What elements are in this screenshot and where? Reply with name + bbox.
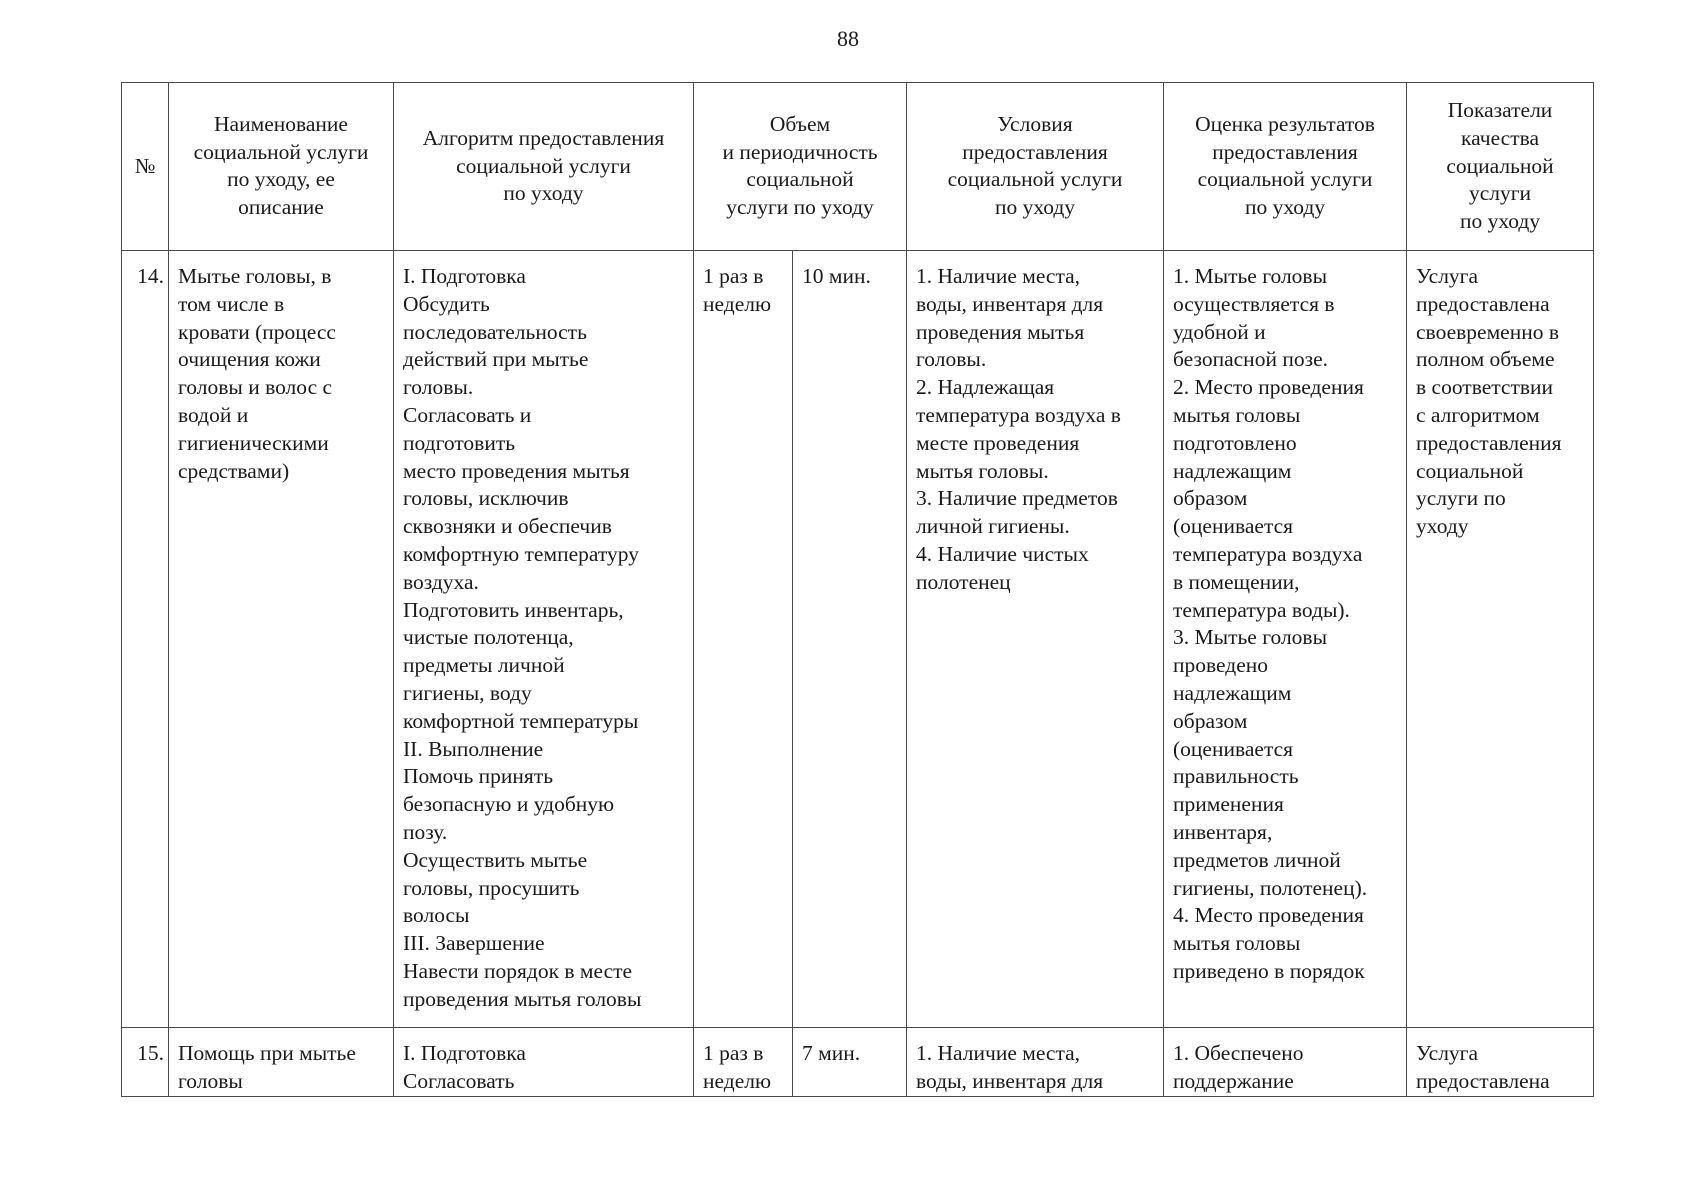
text-line: приведено в порядок [1173, 958, 1365, 983]
text-line: социальной [1446, 153, 1554, 178]
text-line: образом [1173, 708, 1248, 733]
text-line: удобной и [1173, 319, 1266, 344]
text-line: мытья головы [1173, 931, 1301, 956]
text-line: головы, просушить [403, 875, 580, 900]
page-number: 88 [837, 26, 859, 51]
text-line: Услуга [1416, 1040, 1479, 1065]
text-line: месте проведения [916, 430, 1080, 455]
text-line: по уходу [1244, 195, 1326, 220]
text-line: предоставления [1212, 139, 1358, 164]
text-line: услуги [1468, 181, 1532, 206]
text-line: применения [1173, 792, 1284, 817]
header-evaluation [1164, 83, 1407, 251]
header-volume [694, 83, 907, 251]
text-line: 4. Наличие чистых [916, 541, 1089, 566]
text-line: 3. Наличие предметов [916, 486, 1118, 511]
text-line: гигиеническими [178, 430, 329, 455]
text-line: Оценка результатов [1195, 111, 1375, 136]
text-line: головы, исключив [403, 486, 569, 511]
text-line: полотенец [916, 569, 1011, 594]
service-evaluation [1164, 1027, 1407, 1096]
text-line: Показатели [1447, 98, 1553, 122]
text-line: поддержание [1173, 1068, 1294, 1093]
text-line: Наименование [214, 111, 348, 136]
text-line: предметов личной [1173, 847, 1341, 872]
service-quality [1407, 1027, 1594, 1096]
text-line: 2. Надлежащая [916, 375, 1055, 400]
service-frequency [694, 1027, 793, 1096]
text-line: проведения мытья головы [403, 986, 642, 1011]
service-algorithm [394, 250, 694, 1027]
text-line: позу. [403, 819, 448, 844]
text-line: по уходу, ее [227, 167, 335, 192]
text-line: социальной услуги [947, 167, 1123, 192]
text-line: воздуха. [403, 569, 479, 594]
header-num: № [122, 83, 169, 251]
text-line: 1 раз в [703, 1040, 764, 1065]
text-line: средствами) [178, 458, 290, 483]
text-line: место проведения мытья [403, 458, 630, 483]
text-line: осуществляется в [1173, 291, 1335, 316]
text-line: Согласовать и [403, 402, 532, 427]
text-line: I. Подготовка [403, 263, 526, 288]
text-line: услуги по уходу [726, 195, 874, 220]
service-name [169, 250, 394, 1027]
text-line: комфортную температуру [403, 541, 639, 566]
text-line: последовательность [403, 319, 587, 344]
text-line: 10 мин. [802, 263, 871, 288]
text-line: температура воздуха в [916, 402, 1121, 427]
text-line: социальной услуги [1197, 167, 1373, 192]
text-line: III. Завершение [403, 931, 545, 956]
service-conditions [907, 250, 1164, 1027]
text-line: 1. Наличие места, [916, 263, 1081, 288]
header-name [169, 83, 394, 251]
text-line: Услуга [1416, 263, 1479, 288]
text-line: предоставлена [1416, 291, 1550, 316]
service-evaluation [1164, 250, 1407, 1027]
care-services-table [121, 82, 1594, 1097]
text-line: 7 мин. [802, 1040, 861, 1065]
text-line: температура воды). [1173, 597, 1350, 622]
text-line: температура воздуха [1173, 541, 1363, 566]
text-line: подготовлено [1173, 430, 1297, 455]
text-line: в помещении, [1173, 569, 1300, 594]
header-quality [1407, 83, 1594, 251]
text-line: I. Подготовка [403, 1040, 526, 1065]
header-conditions [907, 83, 1164, 251]
text-line: полном объеме [1416, 347, 1555, 372]
text-line: по уходу [503, 181, 584, 206]
text-line: Обсудить [403, 291, 490, 316]
service-duration [793, 1027, 907, 1096]
text-line: предоставления [962, 139, 1108, 164]
text-line: проведено [1173, 653, 1269, 678]
text-line: кровати (процесс [178, 319, 336, 344]
text-line: безопасной позе. [1173, 347, 1328, 372]
text-line: надлежащим [1173, 458, 1292, 483]
text-line: мытья головы [1173, 402, 1301, 427]
text-line: очищения кожи [178, 347, 321, 372]
text-line: Алгоритм предоставления [422, 125, 665, 150]
text-line: услуги по [1416, 486, 1506, 511]
text-line: правильность [1173, 764, 1299, 789]
text-line: предметы личной [403, 653, 565, 678]
text-line: II. Выполнение [403, 736, 544, 761]
text-line: в соответствии [1416, 375, 1554, 400]
text-line: том числе в [178, 291, 285, 316]
text-line: по уходу [994, 195, 1076, 220]
text-line: неделю [703, 291, 772, 316]
text-line: 3. Мытье головы [1173, 625, 1328, 650]
service-algorithm [394, 1027, 694, 1096]
text-line: инвентаря, [1173, 819, 1273, 844]
text-line: комфортной температуры [403, 708, 639, 733]
text-line: качества [1460, 125, 1540, 150]
text-line: Мытье головы, в [178, 263, 332, 288]
text-line: воды, инвентаря для [916, 291, 1104, 316]
text-line: головы и волос с [178, 375, 333, 400]
text-line: мытья головы. [916, 458, 1049, 483]
text-line: социальной услуги [193, 139, 369, 164]
text-line: 4. Место проведения [1173, 903, 1364, 928]
text-line: уходу [1416, 514, 1469, 539]
text-line: безопасную и удобную [403, 792, 615, 817]
text-line: 1. Мытье головы [1173, 263, 1328, 288]
row-number: 14. [122, 250, 169, 1027]
text-line: чистые полотенца, [403, 625, 574, 650]
service-duration [793, 250, 907, 1027]
text-line: 1 раз в [703, 263, 764, 288]
text-line: Осуществить мытье [403, 847, 588, 872]
text-line: Помочь принять [403, 764, 554, 789]
header-row [122, 83, 1594, 251]
text-line: Помощь при мытье [178, 1040, 356, 1065]
text-line: Навести порядок в месте [403, 958, 633, 983]
text-line: предоставления [1416, 430, 1562, 455]
text-line: действий при мытье [403, 347, 589, 372]
text-line: 1. Наличие места, [916, 1040, 1081, 1065]
text-line: Подготовить инвентарь, [403, 597, 624, 622]
text-line: надлежащим [1173, 680, 1292, 705]
text-line: неделю [703, 1068, 772, 1093]
text-line: Согласовать [403, 1068, 515, 1093]
text-line: социальной [746, 167, 854, 192]
row-number: 15. [122, 1027, 169, 1096]
text-line: 2. Место проведения [1173, 375, 1364, 400]
text-line: по уходу [1459, 209, 1541, 234]
text-line: Условия [997, 111, 1073, 136]
text-line: гигиены, полотенец). [1173, 875, 1368, 900]
text-line: с алгоритмом [1416, 402, 1540, 427]
service-name [169, 1027, 394, 1096]
text-line: социальной [1416, 458, 1524, 483]
service-frequency [694, 250, 793, 1027]
text-line: гигиены, воду [403, 680, 532, 705]
service-quality [1407, 250, 1594, 1027]
text-line: головы [178, 1068, 243, 1093]
text-line: (оценивается [1173, 514, 1294, 539]
text-line: головы. [916, 347, 987, 372]
text-line: предоставлена [1416, 1068, 1550, 1093]
text-line: личной гигиены. [916, 514, 1070, 539]
text-line: и периодичность [722, 139, 878, 164]
text-line: Объем [769, 111, 831, 136]
text-line: сквозняки и обеспечив [403, 514, 612, 539]
text-line: 1. Обеспечено [1173, 1040, 1304, 1065]
text-line: головы. [403, 375, 474, 400]
text-line: воды, инвентаря для [916, 1068, 1104, 1093]
header-algorithm [394, 83, 694, 251]
text-line: проведения мытья [916, 319, 1085, 344]
text-line: социальной услуги [456, 153, 631, 178]
table-row [122, 1027, 1594, 1096]
text-line: своевременно в [1416, 319, 1559, 344]
text-line: водой и [178, 402, 249, 427]
text-line: описание [238, 195, 324, 220]
text-line: образом [1173, 486, 1248, 511]
text-line: волосы [403, 903, 470, 928]
service-conditions [907, 1027, 1164, 1096]
text-line: подготовить [403, 430, 516, 455]
table-row [122, 250, 1594, 1027]
text-line: (оценивается [1173, 736, 1294, 761]
